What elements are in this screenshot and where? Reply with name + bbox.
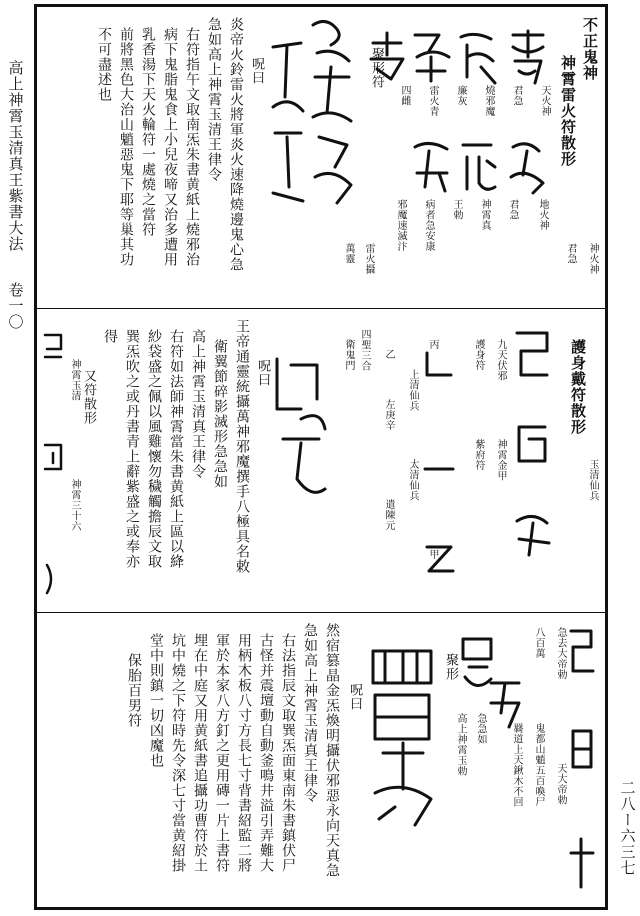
- gloss: 遣陳元: [383, 499, 394, 531]
- incantation-line: 得: [102, 329, 118, 344]
- gloss: 急去大帝勅: [555, 627, 566, 680]
- gloss: 神霄玉清: [69, 359, 80, 401]
- talisman-glyph-icon: [503, 137, 549, 197]
- panel1-subheading: 神霄雷火符散形: [559, 55, 577, 167]
- talisman-glyph-icon: [511, 419, 555, 475]
- talisman-glyph-icon: [421, 449, 457, 489]
- talisman-glyph-icon: [421, 345, 457, 385]
- composite-talisman-icon: [271, 349, 331, 509]
- incantation-line: 巽炁吹之或丹書青上辭紫盛之或奉亦: [124, 329, 140, 569]
- incantation-line: 病下鬼脂鬼食上小兒夜啼又治多遭用: [162, 27, 178, 267]
- panel1-heading: 不正鬼神: [581, 17, 599, 81]
- gloss: 四雌: [399, 85, 410, 106]
- gloss: 衛鬼門: [343, 339, 354, 371]
- gloss: 神火神: [587, 243, 598, 275]
- incantation-title: 呪曰: [347, 683, 362, 711]
- gloss: 上清仙兵: [407, 369, 418, 411]
- incantation-line: 高上神霄玉清真王律令: [190, 329, 206, 479]
- gloss: 君急: [565, 243, 576, 264]
- composite-talisman-icon: [267, 37, 307, 207]
- gloss: 君急: [507, 199, 518, 220]
- talisman-glyph-icon: [41, 439, 65, 479]
- gloss: 廉灰: [455, 85, 466, 106]
- incantation-line: 炎帝火鈴雷火將軍炎火速降燒邊鬼心急: [228, 17, 244, 272]
- composite-talisman-icon: [305, 17, 359, 207]
- right-margin: [614, 0, 640, 916]
- incantation-line: 坑中燒之下符時先令深七寸當黄紹掛: [170, 633, 186, 873]
- talisman-glyph-icon: [455, 137, 501, 197]
- gloss: 八百萬: [533, 627, 544, 659]
- panel-thunder-fire-talisman: [37, 7, 605, 307]
- secondary-label: 又符散形: [81, 369, 96, 425]
- gloss: 君急: [511, 85, 522, 106]
- incantation-line: 右符如法師神霄當朱書黄紙上區以絳: [168, 329, 184, 569]
- talisman-glyph-icon: [511, 327, 555, 383]
- talisman-glyph-icon: [457, 633, 497, 693]
- gloss: 玉清仙兵: [587, 459, 598, 501]
- gloss: 地火神: [537, 199, 548, 231]
- incantation-line: 軍於本家八方釘之更用磚一片上書符: [214, 633, 230, 873]
- talisman-glyph-icon: [41, 329, 65, 369]
- gloss: 雷火攝: [363, 243, 374, 275]
- gloss: 紫府符: [473, 439, 484, 471]
- panel2-heading: 護身戴符散形: [569, 339, 587, 435]
- gloss: 四聖三合: [359, 329, 370, 371]
- incantation-line: 堂中則鎮一切凶魔也: [148, 633, 164, 768]
- incantation-line: 然宿篡晶金炁煥明攝伏邪惡永向天真急: [324, 623, 340, 878]
- closing-title: 保胎百男符: [126, 653, 142, 728]
- incantation-line: 急如高上神霄玉清真王律令: [302, 623, 318, 803]
- page-number: 二八ー六三七: [618, 780, 637, 876]
- stem-label: 丙: [427, 339, 438, 350]
- incantation-line: 埋在中庭又用黄紙書追攝功曹符於土: [192, 633, 208, 873]
- form-label: 聚形符: [369, 47, 384, 89]
- talisman-glyph-icon: [409, 27, 455, 87]
- gloss: 神霄三十六: [69, 479, 80, 532]
- gloss: 護身符: [473, 339, 484, 371]
- gloss: 燒邪魔: [483, 85, 494, 117]
- talisman-glyph-icon: [567, 623, 597, 683]
- gloss: 天火神: [539, 85, 550, 117]
- gloss: 太清仙兵: [407, 459, 418, 501]
- volume-number: 卷一〇: [6, 282, 25, 330]
- gloss: 高上神霄玉勅: [455, 713, 466, 776]
- talisman-glyph-icon: [567, 833, 597, 893]
- gloss: 九天伏邪: [495, 339, 506, 381]
- gloss: 王勅: [451, 199, 462, 220]
- form-label: 聚形: [443, 653, 458, 681]
- gloss: 神霄真: [479, 199, 490, 231]
- gloss: 鬼都山魈五百喚尸: [533, 723, 544, 807]
- incantation-line: 衛翼節碎影滅形急急如: [212, 339, 228, 489]
- book-title: 高上神霄玉清真王紫書大法: [6, 60, 25, 252]
- talisman-glyph-icon: [567, 723, 597, 783]
- talisman-glyph-icon: [41, 559, 65, 599]
- talisman-glyph-icon: [505, 27, 551, 87]
- incantation-line: 乳香湯下天火輪符一處燒之當符: [140, 27, 156, 237]
- incantation-line: 不可盡述也: [96, 27, 112, 102]
- left-margin: [2, 0, 28, 916]
- incantation-line: 用柄木板八寸方長七寸背書紹監二將: [236, 633, 252, 873]
- panel-fetus-protection: [37, 612, 605, 908]
- gloss: 急急如: [475, 713, 486, 745]
- gloss: 神霄金甲: [495, 439, 506, 481]
- incantation-title: 呪曰: [255, 359, 270, 387]
- gloss: 雷火青: [427, 85, 438, 117]
- incantation-line: 右法指辰文取巽炁面東南朱書鎮伏尸: [280, 633, 296, 873]
- incantation-line: 王帝通靈統攝萬神邪魔撰手八極具名敕: [234, 319, 250, 574]
- talisman-glyph-icon: [455, 27, 501, 87]
- talisman-glyph-icon: [511, 509, 555, 565]
- gloss: 邪魔速滅汴: [395, 199, 406, 252]
- gloss: 天大帝勅: [555, 763, 566, 805]
- gloss: 病者急安康: [423, 199, 434, 252]
- incantation-title: 呪曰: [249, 57, 264, 85]
- incantation-line: 古怪并震壇動自動釜鳴井溢引弄難大: [258, 633, 274, 873]
- stem-label: 乙: [383, 349, 394, 360]
- composite-talisman-icon: [365, 643, 439, 833]
- page-frame: [34, 4, 608, 910]
- incantation-line: 急如高上神霄玉清王律令: [206, 17, 222, 182]
- talisman-glyph-icon: [409, 137, 455, 197]
- gloss: 左庚辛: [383, 399, 394, 431]
- stem-label: 甲: [427, 549, 438, 560]
- panel-protective-talisman: [37, 308, 605, 612]
- gloss: 羇道上天鍬木不回: [511, 723, 522, 807]
- incantation-line: 右符指午文取南炁朱書黄紙上燒邪治: [184, 27, 200, 267]
- gloss: 萬靈: [343, 243, 354, 264]
- incantation-line: 紗袋盛之佩以風雞懷勿穢觸擔辰文取: [146, 329, 162, 569]
- incantation-line: 前將黑色大治山魈惡鬼下耶等巢其功: [118, 27, 134, 267]
